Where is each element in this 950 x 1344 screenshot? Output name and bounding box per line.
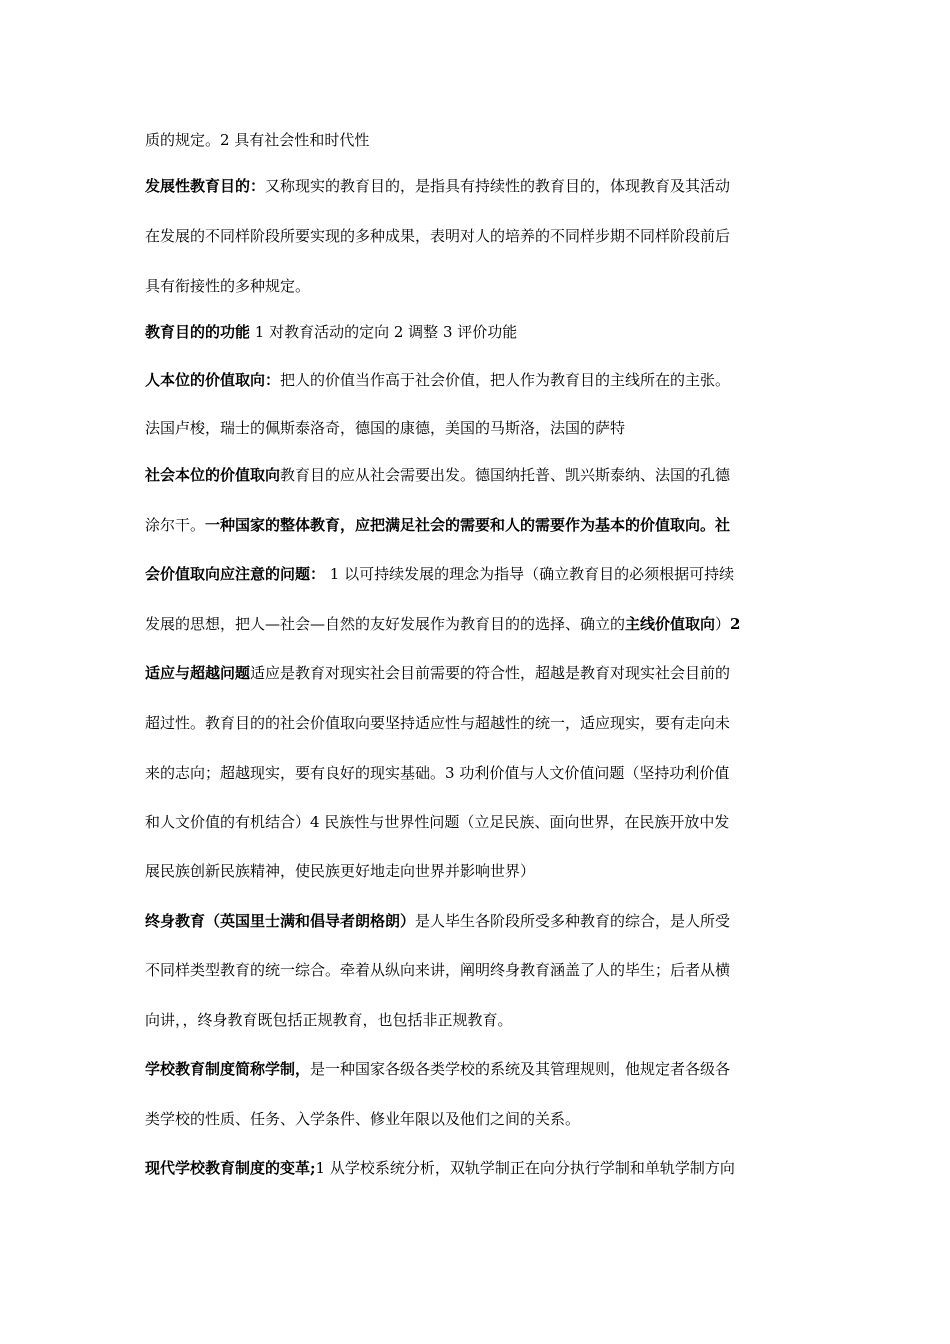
text-line <box>145 960 810 980</box>
text-run: 1 以可持续发展的理念为指导（确立教育目的必须根据可持续 <box>325 565 735 583</box>
text-run: 超过性。教育目的的社会价值取向要坚持适应性与超越性的统一，适应现实，要有走向未 <box>145 714 731 732</box>
text-run: ） <box>715 615 731 633</box>
text-run: 涂尔干。 <box>145 516 206 534</box>
text-line <box>145 763 810 783</box>
text-line <box>145 1059 810 1079</box>
text-line <box>145 911 810 931</box>
text-run: 1 对教育活动的定向 2 调整 3 评价功能 <box>250 323 518 341</box>
text-line <box>145 322 810 342</box>
bold-term: 适应与超越问题 <box>145 664 251 682</box>
text-line <box>145 614 810 634</box>
bold-term: 2 <box>730 615 741 633</box>
text-run: 展民族创新民族精神，使民族更好地走向世界并影响世界） <box>145 862 536 880</box>
text-run: 把人的价值当作高于社会价值，把人作为教育目的主线所在的主张。 <box>280 371 731 389</box>
text-line <box>145 465 810 485</box>
text-line <box>145 276 810 296</box>
text-line <box>145 812 810 832</box>
text-line <box>145 861 810 881</box>
text-run: 又称现实的教育目的，是指具有持续性的教育目的，体现教育及其活动 <box>265 177 731 195</box>
bold-term: 人本位的价值取向： <box>145 371 281 389</box>
text-run: 是人毕生各阶段所受多种教育的综合，是人所受 <box>415 912 731 930</box>
text-run: 教育目的应从社会需要出发。德国纳托普、凯兴斯泰纳、法国的孔德 <box>280 466 731 484</box>
text-run: 适应是教育对现实社会目前需要的符合性，超越是教育对现实社会目前的 <box>250 664 731 682</box>
text-run: 和人文价值的有机结合）4 民族性与世界性问题（立足民族、面向世界，在民族开放中发 <box>145 813 730 831</box>
bold-term: 现代学校教育制度的变革; <box>145 1159 316 1177</box>
text-run: 在发展的不同样阶段所要实现的多种成果，表明对人的培养的不同样步期不同样阶段前后 <box>145 227 731 245</box>
bold-term: 一种国家的整体教育，应把满足社会的需要和人的需要作为基本的价值取向。社 <box>205 516 731 534</box>
text-line <box>145 1010 810 1030</box>
text-line <box>145 515 810 535</box>
bold-term: 教育目的的功能 <box>145 323 251 341</box>
text-line <box>145 713 810 733</box>
bold-term: 社会本位的价值取向 <box>145 466 281 484</box>
text-line <box>145 226 810 246</box>
text-line <box>145 1158 810 1178</box>
text-run: 向讲，，终身教育既包括正规教育，也包括非正规教育。 <box>145 1011 513 1029</box>
text-run: 具有衔接性的多种规定。 <box>145 277 311 295</box>
text-line <box>145 418 810 438</box>
text-run: 1 从学校系统分析，双轨学制正在向分执行学制和单轨学制方向 <box>315 1159 735 1177</box>
text-line <box>145 176 810 196</box>
text-run: 来的志向；超越现实，要有良好的现实基础。3 功利价值与人文价值问题（坚持功利价值 <box>145 764 730 782</box>
text-line <box>145 370 810 390</box>
bold-term: 主线价值取向 <box>625 615 716 633</box>
text-line <box>145 564 810 584</box>
bold-term: 学校教育制度简称学制， <box>145 1060 311 1078</box>
bold-term: 发展性教育目的： <box>145 177 266 195</box>
text-run: 类学校的性质、任务、入学条件、修业年限以及他们之间的关系。 <box>145 1110 581 1128</box>
text-line <box>145 1109 810 1129</box>
text-line <box>145 663 810 683</box>
text-run: 不同样类型教育的统一综合。牵着从纵向来讲，阐明终身教育涵盖了人的毕生；后者从横 <box>145 961 731 979</box>
text-line <box>145 130 810 150</box>
text-run: 是一种国家各级各类学校的系统及其管理规则，他规定者各级各 <box>310 1060 731 1078</box>
bold-term: 会价值取向应注意的问题： <box>145 565 326 583</box>
text-run: 发展的思想，把人—社会—自然的友好发展作为教育目的的选择、确立的 <box>145 615 626 633</box>
text-run: 法国卢梭，瑞士的佩斯泰洛奇，德国的康德，美国的马斯洛，法国的萨特 <box>145 419 626 437</box>
text-run: 质的规定。2 具有社会性和时代性 <box>145 131 370 149</box>
bold-term: 终身教育（英国里士满和倡导者朗格朗） <box>145 912 416 930</box>
